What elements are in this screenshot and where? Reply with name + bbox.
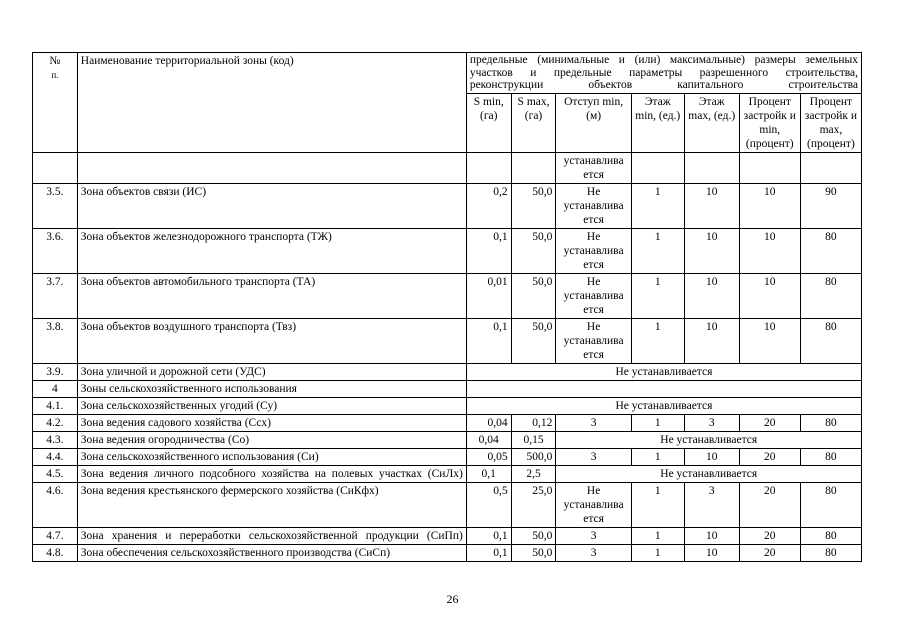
cell-name: Зона сельскохозяйственных угодий (Су) [77, 397, 466, 414]
header-s-max: S max, (га) [511, 93, 556, 152]
header-build-min: Процент застройк и min, (процент) [739, 93, 800, 152]
cell-offset: Не устанавлива ется [556, 228, 631, 273]
cell-offset: 3 [556, 527, 631, 544]
zones-table [32, 52, 862, 562]
cell-empty [739, 152, 800, 183]
cell-empty [684, 152, 739, 183]
cell-floor-max: 10 [684, 527, 739, 544]
cell-offset: Не устанавлива ется [556, 273, 631, 318]
header-name: Наименование территориальной зоны (код) [77, 53, 466, 153]
cell-build-max: 80 [800, 273, 861, 318]
cell-s-min: 0,04 [466, 431, 511, 448]
table-row [33, 380, 862, 397]
cell-s-min: 0,01 [466, 273, 511, 318]
cell-floor-min: 1 [631, 448, 684, 465]
cell-floor-max: 3 [684, 414, 739, 431]
cell-num: 3.6. [33, 228, 78, 273]
cell-floor-min: 1 [631, 183, 684, 228]
cell-floor-min: 1 [631, 544, 684, 561]
table-row [33, 183, 862, 228]
cell-merged: Не устанавливается [556, 465, 862, 482]
cell-build-max: 80 [800, 228, 861, 273]
cell-floor-min: 1 [631, 414, 684, 431]
cell-s-max: 0,12 [511, 414, 556, 431]
cell-floor-min: 1 [631, 482, 684, 527]
header-s-min: S min, (га) [466, 93, 511, 152]
header-num-label: № [49, 55, 61, 67]
table-row [33, 228, 862, 273]
cell-build-max: 80 [800, 482, 861, 527]
page-number: 26 [446, 592, 459, 606]
cell-num: 3.8. [33, 318, 78, 363]
header-build-max: Процент застройк и max, (процент) [800, 93, 861, 152]
cell-merged: Не устанавливается [466, 363, 861, 380]
cell-build-min: 20 [739, 482, 800, 527]
cell-s-min: 0,5 [466, 482, 511, 527]
cell-num: 4.7. [33, 527, 78, 544]
cell-empty [800, 152, 861, 183]
cell-name: Зона ведения личного подсобного хозяйства на полевых участках (СиЛх) [77, 465, 466, 482]
cell-name: Зона сельскохозяйственного использования (Си) [77, 448, 466, 465]
header-floor-max: Этаж max, (ед.) [684, 93, 739, 152]
cell-floor-max: 3 [684, 482, 739, 527]
cell-section [466, 380, 861, 397]
table-row [33, 363, 862, 380]
cell-num: 4.2. [33, 414, 78, 431]
cell-num: 4.8. [33, 544, 78, 561]
cell-s-max: 50,0 [511, 544, 556, 561]
header-params: предельные (минимальные и (или) максимальные) размеры земельных участков и предельные параметры разрешенного строительства, реконструкции объектов капитального строительства [466, 53, 861, 94]
table-row [33, 482, 862, 527]
cell-num: 4.1. [33, 397, 78, 414]
cell-floor-max: 10 [684, 228, 739, 273]
table-row [33, 318, 862, 363]
cell-s-min: 0,1 [466, 228, 511, 273]
cell-name: Зона ведения садового хозяйства (Ссх) [77, 414, 466, 431]
cell-s-min: 0,1 [466, 544, 511, 561]
cell-empty [511, 152, 556, 183]
cell-build-min: 10 [739, 273, 800, 318]
cell-s-min: 0,1 [466, 318, 511, 363]
cell-floor-min: 1 [631, 228, 684, 273]
table-row [33, 414, 862, 431]
cell-floor-max: 10 [684, 448, 739, 465]
cell-s-max: 50,0 [511, 228, 556, 273]
cell-floor-min: 1 [631, 527, 684, 544]
cell-s-min: 0,05 [466, 448, 511, 465]
cell-s-min: 0,1 [466, 527, 511, 544]
cell-offset: Не устанавлива ется [556, 482, 631, 527]
cell-s-min: 0,1 [466, 465, 511, 482]
table-row [33, 273, 862, 318]
cell-floor-min: 1 [631, 273, 684, 318]
cell-build-min: 20 [739, 414, 800, 431]
cell-floor-max: 10 [684, 544, 739, 561]
cell-name: Зона объектов воздушного транспорта (Твз) [77, 318, 466, 363]
cell-build-max: 80 [800, 544, 861, 561]
cell-build-max: 80 [800, 318, 861, 363]
cell-num: 4 [33, 380, 78, 397]
header-floor-min: Этаж min, (ед.) [631, 93, 684, 152]
cell-empty [466, 152, 511, 183]
cell-offset: Не устанавлива ется [556, 183, 631, 228]
table-row [33, 527, 862, 544]
cell-s-max: 50,0 [511, 273, 556, 318]
table-row [33, 431, 862, 448]
cell-offset: Не устанавлива ется [556, 318, 631, 363]
cell-s-min: 0,04 [466, 414, 511, 431]
cell-empty [77, 152, 466, 183]
cell-num: 4.4. [33, 448, 78, 465]
cell-merged: Не устанавливается [556, 431, 862, 448]
cell-s-max: 500,0 [511, 448, 556, 465]
cell-floor-max: 10 [684, 318, 739, 363]
cell-build-min: 10 [739, 183, 800, 228]
cell-s-max: 50,0 [511, 183, 556, 228]
cell-num: 4.3. [33, 431, 78, 448]
table-row [33, 465, 862, 482]
cell-name: Зоны сельскохозяйственного использования [77, 380, 466, 397]
cell-build-min: 10 [739, 228, 800, 273]
cell-s-max: 0,15 [511, 431, 556, 448]
cell-name: Зона хранения и переработки сельскохозяйственной продукции (СиПп) [77, 527, 466, 544]
cell-s-max: 50,0 [511, 527, 556, 544]
cell-build-min: 10 [739, 318, 800, 363]
cell-name: Зона ведения огородничества (Со) [77, 431, 466, 448]
cell-build-max: 80 [800, 527, 861, 544]
cell-name: Зона объектов связи (ИС) [77, 183, 466, 228]
cell-name: Зона уличной и дорожной сети (УДС) [77, 363, 466, 380]
cell-build-max: 90 [800, 183, 861, 228]
cell-num: 3.9. [33, 363, 78, 380]
cell-num: 3.7. [33, 273, 78, 318]
cell-empty [631, 152, 684, 183]
table-row [33, 448, 862, 465]
cell-num: 3.5. [33, 183, 78, 228]
table-row [33, 397, 862, 414]
cell-name: Зона обеспечения сельскохозяйственного производства (СиСп) [77, 544, 466, 561]
cell-build-min: 20 [739, 448, 800, 465]
cell-floor-max: 10 [684, 273, 739, 318]
header-offset: Отступ min, (м) [556, 93, 631, 152]
cell-offset: устанавлива ется [556, 152, 631, 183]
cell-build-min: 20 [739, 527, 800, 544]
continuation-row [33, 152, 862, 183]
table-row [33, 544, 862, 561]
cell-name: Зона объектов автомобильного транспорта (ТА) [77, 273, 466, 318]
cell-s-max: 25,0 [511, 482, 556, 527]
cell-s-max: 50,0 [511, 318, 556, 363]
header-num-sub: п. [51, 70, 59, 80]
cell-build-max: 80 [800, 448, 861, 465]
cell-name: Зона ведения крестьянского фермерского хозяйства (СиКфх) [77, 482, 466, 527]
cell-build-min: 20 [739, 544, 800, 561]
cell-offset: 3 [556, 544, 631, 561]
header-row-1 [33, 53, 862, 94]
cell-floor-max: 10 [684, 183, 739, 228]
cell-empty [33, 152, 78, 183]
cell-floor-min: 1 [631, 318, 684, 363]
cell-offset: 3 [556, 448, 631, 465]
cell-name: Зона объектов железнодорожного транспорта (ТЖ) [77, 228, 466, 273]
header-num [33, 53, 78, 153]
cell-s-max: 2,5 [511, 465, 556, 482]
cell-merged: Не устанавливается [466, 397, 861, 414]
cell-offset: 3 [556, 414, 631, 431]
cell-num: 4.5. [33, 465, 78, 482]
cell-num: 4.6. [33, 482, 78, 527]
cell-build-max: 80 [800, 414, 861, 431]
cell-s-min: 0,2 [466, 183, 511, 228]
